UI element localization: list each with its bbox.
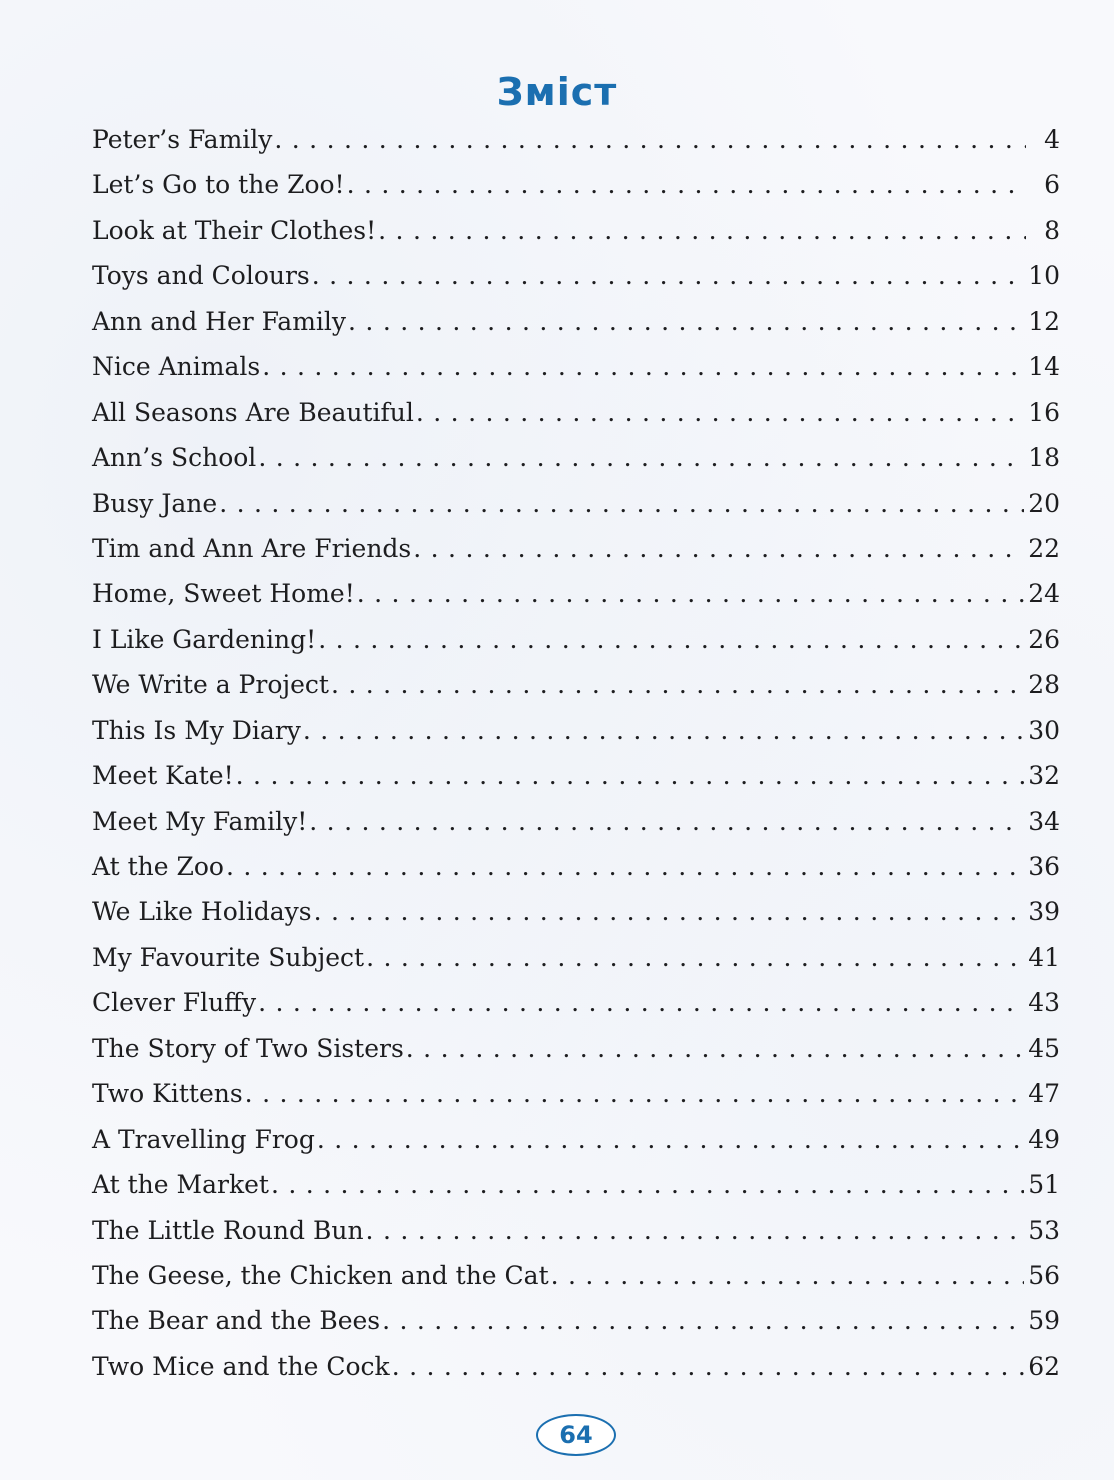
toc-entry-title: Meet My Family!: [92, 806, 308, 836]
dot-leader: [347, 162, 1026, 207]
toc-entry-title: Look at Their Clothes!: [92, 215, 377, 245]
toc-entry[interactable]: [92, 1117, 1060, 1162]
toc-entry-title: This Is My Diary: [92, 715, 301, 745]
toc-entry-page: 16: [1028, 397, 1060, 427]
toc-entry-page: 34: [1028, 806, 1060, 836]
toc-entry-page: 10: [1028, 261, 1060, 291]
toc-entry[interactable]: [92, 1253, 1060, 1298]
toc-entry-title: The Story of Two Sisters: [92, 1033, 404, 1063]
toc-entry-title: Home, Sweet Home!: [92, 579, 355, 609]
toc-entry[interactable]: [92, 390, 1060, 435]
toc-entry-page: 6: [1044, 170, 1060, 200]
toc-entry-page: 30: [1028, 715, 1060, 745]
toc-entry-title: Clever Fluffy: [92, 988, 257, 1018]
toc-entry[interactable]: [92, 344, 1060, 389]
dot-leader: [366, 935, 1024, 980]
toc-entry-page: 26: [1028, 624, 1060, 654]
toc-entry-title: I Like Gardening!: [92, 624, 317, 654]
toc-entry-page: 62: [1028, 1351, 1060, 1381]
toc-entry[interactable]: [92, 662, 1060, 707]
dot-leader: [271, 1162, 1024, 1207]
toc-entry-title: Tim and Ann Are Friends: [92, 533, 412, 563]
dot-leader: [258, 980, 1024, 1025]
dot-leader: [416, 390, 1024, 435]
toc-entry-page: 28: [1028, 670, 1060, 700]
dot-leader: [318, 617, 1024, 662]
toc-entry-page: 49: [1028, 1124, 1060, 1154]
toc-entry-page: 4: [1044, 125, 1060, 154]
toc-entry[interactable]: [92, 844, 1060, 889]
toc-entry-title: At the Zoo: [92, 852, 224, 881]
dot-leader: [551, 1253, 1025, 1298]
toc-entry-title: Ann and Her Family: [92, 306, 347, 336]
toc-entry-title: All Seasons Are Beautiful: [92, 397, 414, 427]
dot-leader: [245, 1071, 1025, 1116]
toc-entry[interactable]: [92, 162, 1060, 207]
toc-entry[interactable]: [92, 526, 1060, 571]
dot-leader: [406, 1026, 1024, 1071]
toc-entry[interactable]: [92, 571, 1060, 616]
dot-leader: [317, 1117, 1024, 1162]
page-number-badge: [536, 1414, 616, 1456]
toc-entry-title: Nice Animals: [92, 352, 261, 382]
toc-entry[interactable]: [92, 299, 1060, 344]
toc-entry[interactable]: [92, 980, 1060, 1025]
toc-entry-page: 36: [1028, 852, 1060, 881]
toc-entry-page: 59: [1028, 1306, 1060, 1336]
toc-entry[interactable]: [92, 253, 1060, 298]
toc-entry[interactable]: [92, 208, 1060, 253]
toc-entry-title: Two Mice and the Cock: [92, 1351, 390, 1381]
toc-entry-title: Busy Jane: [92, 488, 218, 518]
dot-leader: [309, 799, 1024, 844]
toc-entry-page: 8: [1044, 215, 1060, 245]
toc-entry-title: A Travelling Frog: [92, 1124, 315, 1154]
dot-leader: [413, 526, 1024, 571]
toc-entry-page: 45: [1028, 1033, 1060, 1063]
toc-entry-title: The Bear and the Bees: [92, 1306, 381, 1336]
toc-entry-page: 20: [1028, 488, 1060, 518]
toc-entry-title: My Favourite Subject: [92, 942, 365, 972]
table-of-contents: [92, 117, 1060, 1389]
dot-leader: [312, 253, 1024, 298]
toc-entry[interactable]: [92, 1162, 1060, 1207]
dot-leader: [303, 708, 1024, 753]
dot-leader: [331, 662, 1024, 707]
toc-entry[interactable]: [92, 799, 1060, 844]
dot-leader: [378, 208, 1026, 253]
toc-entry-title: Let’s Go to the Zoo!: [92, 170, 345, 200]
toc-entry-page: 32: [1028, 761, 1060, 791]
toc-entry-page: 47: [1028, 1079, 1060, 1109]
toc-entry-page: 41: [1028, 942, 1060, 972]
toc-entry[interactable]: [92, 708, 1060, 753]
toc-entry-title: We Write a Project: [92, 670, 329, 700]
toc-entry-page: 56: [1028, 1260, 1060, 1290]
toc-entry[interactable]: [92, 617, 1060, 662]
toc-entry-page: 39: [1028, 897, 1060, 927]
toc-entry-title: At the Market: [92, 1170, 269, 1200]
toc-entry-page: 24: [1028, 579, 1060, 609]
toc-entry-title: The Little Round Bun: [92, 1215, 364, 1245]
dot-leader: [357, 571, 1024, 616]
page-number: 64: [559, 1421, 593, 1449]
toc-entry[interactable]: [92, 1298, 1060, 1343]
toc-entry-page: 51: [1028, 1170, 1060, 1200]
toc-heading: Зміст: [496, 70, 618, 114]
toc-entry-page: 22: [1028, 533, 1060, 563]
dot-leader: [382, 1298, 1024, 1343]
toc-entry[interactable]: [92, 435, 1060, 480]
toc-entry-title: Meet Kate!: [92, 761, 234, 791]
dot-leader: [274, 117, 1026, 162]
dot-leader: [392, 1344, 1024, 1389]
dot-leader: [258, 435, 1024, 480]
toc-entry[interactable]: [92, 481, 1060, 526]
toc-entry[interactable]: [92, 1208, 1060, 1253]
toc-entry-title: We Like Holidays: [92, 897, 312, 927]
toc-entry-page: 14: [1028, 352, 1060, 382]
dot-leader: [366, 1208, 1025, 1253]
dot-leader: [236, 753, 1025, 798]
toc-entry-page: 18: [1028, 443, 1060, 473]
toc-entry[interactable]: [92, 117, 1060, 162]
toc-entry[interactable]: [92, 935, 1060, 980]
toc-entry-title: Toys and Colours: [92, 261, 310, 291]
toc-entry[interactable]: [92, 1071, 1060, 1116]
dot-leader: [226, 844, 1024, 889]
toc-entry-title: Ann’s School: [92, 443, 257, 473]
toc-entry[interactable]: [92, 753, 1060, 798]
toc-entry[interactable]: [92, 1026, 1060, 1071]
toc-entry[interactable]: [92, 1344, 1060, 1389]
dot-leader: [314, 889, 1025, 934]
toc-entry-title: The Geese, the Chicken and the Cat: [92, 1260, 549, 1290]
dot-leader: [262, 344, 1024, 389]
toc-entry-title: Two Kittens: [92, 1079, 243, 1109]
dot-leader: [348, 299, 1024, 344]
toc-entry-page: 12: [1028, 306, 1060, 336]
dot-leader: [219, 481, 1024, 526]
toc-entry[interactable]: [92, 889, 1060, 934]
toc-entry-title: Peter’s Family: [92, 125, 273, 154]
toc-entry-page: 43: [1028, 988, 1060, 1018]
toc-entry-page: 53: [1028, 1215, 1060, 1245]
